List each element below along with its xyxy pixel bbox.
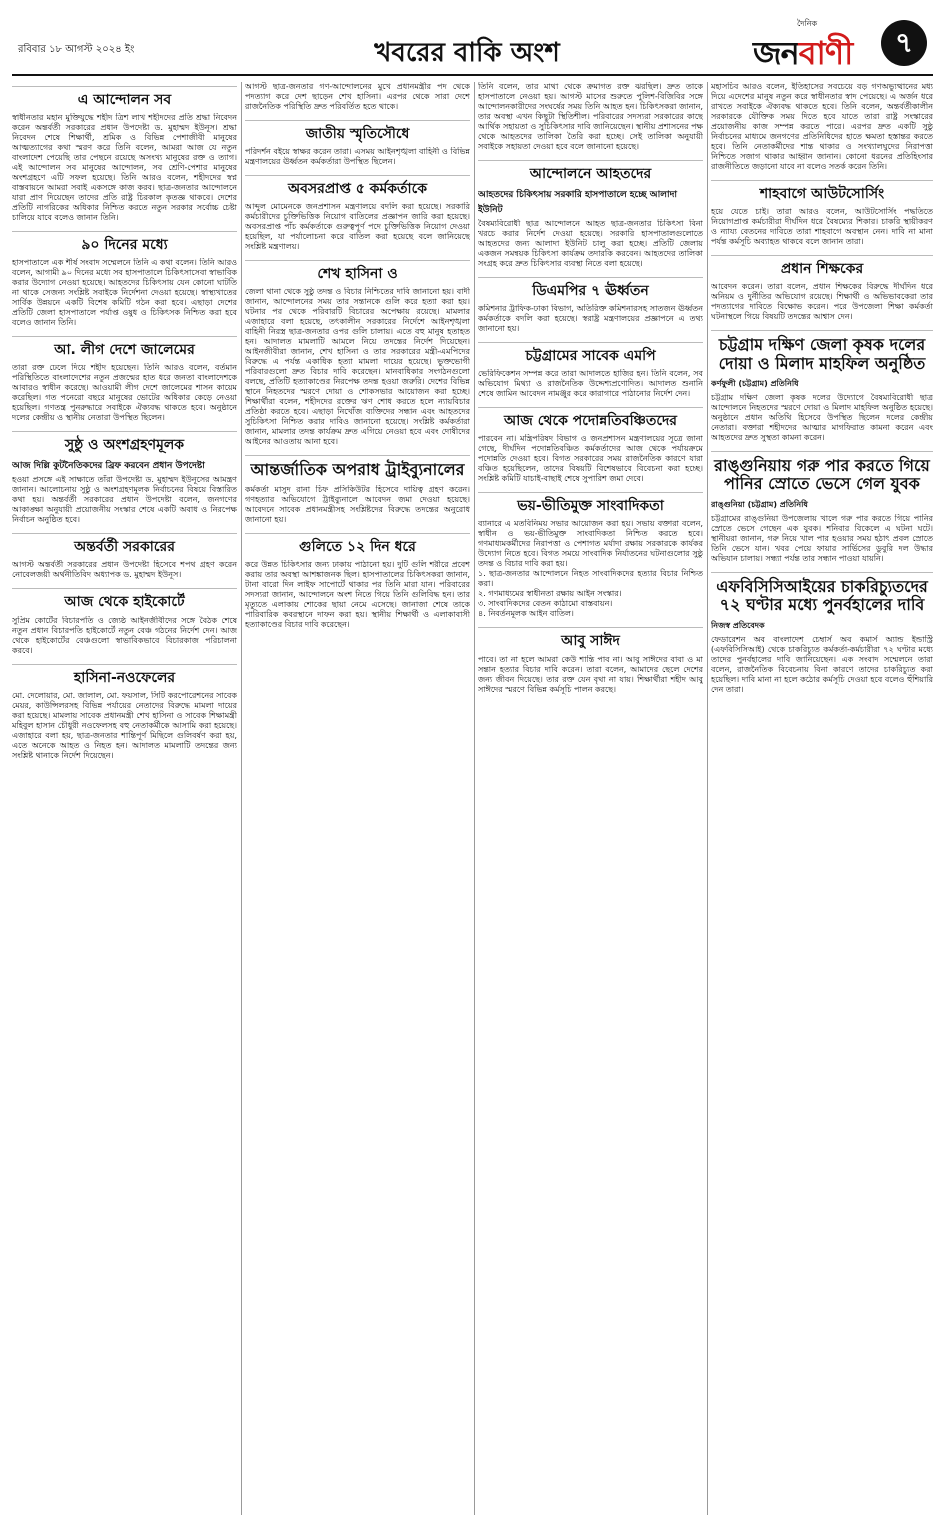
- news-story: [12, 86, 237, 223]
- story-body: হওয়া প্রসঙ্গে এই সাক্ষাতে তাঁরা উপদেষ্টা ড. মুহাম্মদ ইউনূসের আমন্ত্রণ জানান। আলোচনায় সুষ্ঠু ও অংশগ্রহণমূলক নির্বাচনের বিষয়ে বিস্তারিত কথা হয়। অন্তর্বর্তী সরকারের প্রধান উপদেষ্টা বলেন, জনগণের আকাঙ্ক্ষা অনুযায়ী প্রয়োজনীয় সংস্কার শেষে একটি অবাধ ও নিরপেক্ষ নির্বাচন অনুষ্ঠিত হবে।: [12, 475, 237, 525]
- story-body: চট্টগ্রামের রাঙ্গুনিয়া উপজেলায় খালে গরু পার করতে গিয়ে পানির স্রোতে ভেসে গেছেন এক যুবক। শনিবার বিকেলে এ ঘটনা ঘটে। স্থানীয়রা জানান, গরু নিয়ে খাল পার হওয়ার সময় হঠাৎ প্রবল স্রোতে তিনি ভেসে যান। খবর পেয়ে ফায়ার সার্ভিসের ডুবুরি দল উদ্ধার অভিযান চালায়। সন্ধ্যা পর্যন্ত তার সন্ধান পাওয়া যায়নি।: [711, 513, 933, 563]
- story-headline: আবু সাঈদ: [478, 627, 703, 649]
- story-headline: জাতীয় স্মৃতিসৌধে: [245, 120, 470, 142]
- story-body: হাসপাতালে এক শীর্ষ সংবাদ সম্মেলনে তিনি এ কথা বলেন। তিনি আরও বলেন, আগামী ৯০ দিনের মধ্যে সব হাসপাতালে চিকিৎসাসেবা স্বাভাবিক করার উদ্যোগ নেওয়া হয়েছে। আহতদের চিকিৎসায় যেন কোনো ঘাটতি না থাকে সেজন্য সংশ্লিষ্ট সবাইকে নির্দেশনা দেওয়া হয়েছে। স্বাস্থ্যখাতের সার্বিক উন্নয়নে একটি বিশেষ কমিটি গঠন করা হবে। এছাড়া দেশের প্রতিটি জেলা হাসপাতালে পর্যাপ্ত ওষুধ ও চিকিৎসক নিশ্চিত করা হবে বলেও জানান তিনি।: [12, 258, 237, 328]
- news-story: [245, 260, 470, 447]
- news-story: [12, 231, 237, 328]
- news-story: [478, 160, 703, 269]
- news-story: [12, 431, 237, 525]
- story-headline: এ আন্দোলন সব: [12, 86, 237, 108]
- story-body: সুপ্রিম কোর্টের বিচারপতি ও জ্যেষ্ঠ আইনজীবীদের সঙ্গে বৈঠক শেষে নতুন প্রধান বিচারপতি হাইকোর্টে নতুন বেঞ্চ গঠনের নির্দেশ দেন। আজ থেকে হাইকোর্টের বেঞ্চগুলো স্বাভাবিকভাবে বিচারকাজ পরিচালনা করবে।: [12, 615, 237, 655]
- story-body: ভেরিফিকেশন সম্পন্ন করে তারা আদালতে হাজির হন। তিনি বলেন, সব অভিযোগ মিথ্যা ও রাজনৈতিক উদ্দেশ্যপ্রণোদিত। আদালত শুনানি শেষে জামিন আবেদন নামঞ্জুর করে কারাগারে পাঠানোর নির্দেশ দেন।: [478, 369, 703, 399]
- logo-wordmark: [753, 28, 852, 82]
- story-body: ব্যানারে এ মতবিনিময় সভার আয়োজন করা হয়। সভায় বক্তারা বলেন, স্বাধীন ও ভয়-ভীতিমুক্ত সাংবাদিকতা নিশ্চিত করতে হবে। গণমাধ্যমকর্মীদের নিরাপত্তা ও পেশাগত মর্যাদা রক্ষায় সরকারকে কার্যকর উদ্যোগ নিতে হবে। বিগত সময়ে সাংবাদিক নির্যাতনের ঘটনাগুলোর সুষ্ঠু তদন্ত ও বিচার দাবি করা হয়। ১. ছাত্র-জনতার আন্দোলনে নিহত সাংবাদিকদের হত্যার বিচার নিশ্চিত করা। ২. গণমাধ্যমের স্বাধীনতা রক্ষায় আইন সংস্কার। ৩. সাংবাদিকদের বেতন কাঠামো বাস্তবায়ন। ৪. নিবর্তনমূলক আইন বাতিল।: [478, 519, 703, 619]
- story-headline: এফবিসিসিআইয়ের চাকরিচ্যুতদের ৭২ ঘণ্টার মধ্যে পুনর্বহালের দাবি: [711, 572, 933, 615]
- logo-small-text: দৈনিক: [797, 19, 818, 28]
- story-body: ফেডারেশন অব বাংলাদেশ চেম্বার্স অব কমার্স অ্যান্ড ইন্ডাস্ট্রি (এফবিসিসিআই) থেকে চাকরিচ্যুত কর্মকর্তা-কর্মচারীরা ৭২ ঘণ্টার মধ্যে তাদের পুনর্বহালের দাবি জানিয়েছেন। এক সংবাদ সম্মেলনে তারা বলেন, রাজনৈতিক বিবেচনায় বিনা কারণে তাদের চাকরিচ্যুত করা হয়েছিল। দাবি মানা না হলে কঠোর কর্মসূচি দেওয়া হবে বলেও হুঁশিয়ারি দেন তারা।: [711, 634, 933, 694]
- story-headline: শেখ হাসিনা ও: [245, 260, 470, 282]
- story-body: আগস্ট অন্তর্বর্তী সরকারের প্রধান উপদেষ্টা হিসেবে শপথ গ্রহণ করেন নোবেলজয়ী অর্থনীতিবিদ অধ্যাপক ড. মুহাম্মদ ইউনূস।: [12, 560, 237, 580]
- story-body: বৈষম্যবিরোধী ছাত্র আন্দোলনে আহত ছাত্র-জনতার চিকিৎসা বিনা খরচে করার নির্দেশ দেওয়া হয়েছে। সরকারি হাসপাতালগুলোতে আহতদের জন্য আলাদা ইউনিট চালু করা হচ্ছে। প্রতিটি জেলায় একজন সমন্বয়ক চিকিৎসা কার্যক্রম তদারকি করবেন। আহতদের তালিকা সংগ্রহ করে দ্রুত চিকিৎসার ব্যবস্থা নিতে বলা হয়েছে।: [478, 219, 703, 269]
- story-headline: আ. লীগ দেশে জালেমের: [12, 336, 237, 358]
- story-body: পাবে। তা না হলে আমরা কেউ শান্তি পাব না। আবু সাঈদের বাবা ও মা সন্তান হত্যার বিচার দাবি করেন। তারা বলেন, আমাদের ছেলে দেশের জন্য জীবন দিয়েছে। তার রক্ত যেন বৃথা না যায়। শিক্ষার্থীরা শহীদ আবু সাঈদের স্মরণে বিভিন্ন কর্মসূচি পালন করছে।: [478, 654, 703, 694]
- news-story: [711, 255, 933, 322]
- story-headline: রাঙ্গুনিয়ায় গরু পার করতে গিয়ে পানির স্রোতে ভেসে গেল যুবক: [711, 451, 933, 494]
- newspaper-logo: [753, 18, 871, 72]
- news-story: [711, 451, 933, 564]
- logo-part-2: বাণী: [798, 34, 853, 72]
- story-headline: চট্টগ্রাম দক্ষিণ জেলা কৃষক দলের দোয়া ও মিলাদ মাহফিল অনুষ্ঠিত: [711, 330, 933, 373]
- news-story: [478, 82, 703, 152]
- story-subheadline: আহতদের চিকিৎসায় সরকারি হাসপাতালে হচ্ছে আলাদা ইউনিট: [478, 190, 677, 216]
- story-headline: সুষ্ঠু ও অংশগ্রহণমূলক: [12, 431, 237, 453]
- news-story: [12, 664, 237, 761]
- story-headline: অন্তর্বর্তী সরকারের: [12, 533, 237, 555]
- section-title: খবরের বাকি অংশ: [374, 38, 560, 68]
- story-body: আগস্ট ছাত্র-জনতার গণ-আন্দোলনের মুখে প্রধানমন্ত্রীর পদ থেকে পদত্যাগ করে দেশ ছাড়েন শেখ হাসিনা। এরপর থেকে সারা দেশে রাজনৈতিক পরিস্থিতি দ্রুত পরিবর্তিত হতে থাকে।: [245, 82, 470, 111]
- news-story: [12, 533, 237, 580]
- story-headline: আজ থেকে হাইকোর্টে: [12, 588, 237, 610]
- story-headline: চট্টগ্রামের সাবেক এমপি: [478, 342, 703, 364]
- story-body: স্বাধীনতার মহান মুক্তিযুদ্ধে শহীদ ত্রিশ লাখ শহীদদের প্রতি শ্রদ্ধা নিবেদন করেন অন্তর্বর্তী সরকারের প্রধান উপদেষ্টা ড. মুহাম্মদ ইউনূস। শ্রদ্ধা নিবেদন শেষে শিক্ষার্থী, শ্রমিক ও বিভিন্ন পেশাজীবী মানুষের আত্মত্যাগের কথা স্মরণ করে তিনি বলেন, আমরা আজ যে নতুন বাংলাদেশ পেয়েছি তার পেছনে রয়েছে অসংখ্য মানুষের রক্ত ও ত্যাগ। এই আন্দোলন সব মানুষের আন্দোলন, সব শ্রেণি-পেশার মানুষের অংশগ্রহণে এটি সফল হয়েছে। তিনি আরও বলেন, শহীদদের স্বপ্ন বাস্তবায়নে আমরা সবাই একসঙ্গে কাজ করব। ছাত্র-জনতার আন্দোলনে যারা প্রাণ দিয়েছেন তাদের প্রতি রাষ্ট্র চিরকাল কৃতজ্ঞ থাকবে। দেশের প্রতিটি নাগরিকের অধিকার নিশ্চিত করতে নতুন সরকার সর্বোচ্চ চেষ্টা চালিয়ে যাবে বলেও জানান তিনি।: [12, 113, 237, 223]
- story-body: মো. দেলোয়ার, মো. জালাল, মো. ফয়সাল, সিটি করপোরেশনের সাবেক মেয়র, কাউন্সিলরসহ বিভিন্ন পর্যায়ের নেতাদের বিরুদ্ধে মামলা দায়ের করা হয়েছে। মামলায় সাবেক প্রধানমন্ত্রী শেখ হাসিনা ও সাবেক শিক্ষামন্ত্রী মহিবুল হাসান চৌধুরী নওফেলসহ বহু নেতাকর্মীকে আসামি করা হয়েছে। এজাহারে বলা হয়, ছাত্র-জনতার শান্তিপূর্ণ মিছিলে গুলিবর্ষণ করা হয়, এতে অনেকে আহত ও নিহত হন। আদালত মামলাটি তদন্তের জন্য সংশ্লিষ্ট থানাকে নির্দেশ দিয়েছেন।: [12, 690, 237, 760]
- story-headline: শাহবাগে আউটসোর্সিং: [711, 180, 933, 202]
- story-byline: রাঙ্গুনিয়া (চট্টগ্রাম) প্রতিনিধি: [711, 499, 808, 509]
- issue-date: রবিবার ১৮ আগস্ট ২০২৪ ইং: [18, 44, 135, 55]
- news-story: [12, 588, 237, 655]
- column-2: [245, 82, 470, 1515]
- story-body: চট্টগ্রাম দক্ষিণ জেলা কৃষক দলের উদ্যোগে বৈষম্যবিরোধী ছাত্র আন্দোলনে নিহতদের স্মরণে দোয়া ও মিলাদ মাহফিল অনুষ্ঠিত হয়েছে। অনুষ্ঠানে প্রধান অতিথি হিসেবে উপস্থিত ছিলেন দলের কেন্দ্রীয় নেতারা। বক্তারা শহীদদের আত্মার মাগফিরাত কামনা করেন এবং আহতদের দ্রুত সুস্থতা কামনা করেন।: [711, 392, 933, 442]
- column-4: [711, 82, 933, 1515]
- masthead: [12, 12, 933, 76]
- page-number: ৭: [881, 20, 927, 66]
- story-byline: নিজস্ব প্রতিবেদক: [711, 620, 765, 630]
- news-story: [711, 572, 933, 695]
- story-headline: ডিএমপির ৭ ঊর্ধ্বতন: [478, 277, 703, 299]
- news-story: [245, 120, 470, 167]
- story-headline: আন্দোলনে আহতদের: [478, 160, 703, 182]
- story-headline: আজ থেকে পদোন্নতিবঞ্চিতদের: [478, 407, 703, 429]
- story-body: পরিদর্শন বইয়ে স্বাক্ষর করেন তারা। এসময় আইনশৃঙ্খলা বাহিনী ও বিভিন্ন মন্ত্রণালয়ের ঊর্ধ্বতন কর্মকর্তারা উপস্থিত ছিলেন।: [245, 147, 470, 167]
- news-story: [245, 533, 470, 630]
- news-story: [478, 407, 703, 484]
- news-story: [478, 277, 703, 334]
- news-story: [711, 82, 933, 172]
- news-story: [478, 492, 703, 619]
- story-headline: প্রধান শিক্ষকের: [711, 255, 933, 277]
- story-body: হয়ে যেতে চাই। তারা আরও বলেন, আউটসোর্সিং পদ্ধতিতে নিয়োগপ্রাপ্ত কর্মচারীরা দীর্ঘদিন ধরে বৈষম্যের শিকার। চাকরি স্থায়ীকরণ ও ন্যায্য বেতনের দাবিতে তারা শাহবাগে অবস্থান নেন। দাবি না মানা পর্যন্ত কর্মসূচি অব্যাহত থাকবে বলে জানান তারা।: [711, 207, 933, 247]
- story-body: আব্দুল মোমেনকে জনপ্রশাসন মন্ত্রণালয়ে বদলি করা হয়েছে। সরকারি কর্মচারীদের চুক্তিভিত্তিক নিয়োগ বাতিলের প্রজ্ঞাপন জারি করা হয়েছে। অবসরপ্রাপ্ত পাঁচ কর্মকর্তাকে গুরুত্বপূর্ণ পদে চুক্তিভিত্তিক নিয়োগ দেওয়া হয়েছিল, যা পর্যালোচনা করে বাতিল করা হয়েছে বলে জানিয়েছে সংশ্লিষ্ট মন্ত্রণালয়।: [245, 202, 470, 252]
- news-story: [245, 175, 470, 252]
- column-3: [478, 82, 703, 1515]
- news-story: [711, 330, 933, 443]
- story-body: করে উন্নত চিকিৎসার জন্য ঢাকায় পাঠানো হয়। দুটি গুলি শরীরে প্রবেশ করায় তার অবস্থা আশঙ্কাজনক ছিল। হাসপাতালের চিকিৎসকরা জানান, টানা বারো দিন লাইফ সাপোর্টে থাকার পর তিনি মারা যান। পরিবারের সদস্যরা জানান, আন্দোলনে অংশ নিতে গিয়ে তিনি গুলিবিদ্ধ হন। তার মৃত্যুতে এলাকায় শোকের ছায়া নেমে এসেছে। জানাজা শেষে তাকে পারিবারিক কবরস্থানে দাফন করা হয়। স্থানীয় শিক্ষার্থী ও এলাকাবাসী হত্যাকাণ্ডের বিচার দাবি করেছেন।: [245, 559, 470, 629]
- news-story: [711, 180, 933, 247]
- story-body: তিনি বলেন, তার মাথা থেকে ক্রমাগত রক্ত ঝরছিল। দ্রুত তাকে হাসপাতালে নেওয়া হয়। আগস্ট মাসের শুরুতে পুলিশ-বিজিবির সঙ্গে আন্দোলনকারীদের সংঘর্ষের সময় তিনি আহত হন। চিকিৎসকরা জানান, তার অবস্থা এখন কিছুটা স্থিতিশীল। পরিবারের সদস্যরা সরকারের কাছে আর্থিক সহায়তা ও সুচিকিৎসার দাবি জানিয়েছেন। স্থানীয় প্রশাসনের পক্ষ থেকে আহতদের তালিকা তৈরি করা হচ্ছে। সেই তালিকা অনুযায়ী সবাইকে সহায়তা দেওয়া হবে বলে জানানো হয়েছে।: [478, 82, 703, 151]
- news-story: [245, 82, 470, 112]
- news-story: [245, 455, 470, 524]
- story-headline: গুলিতে ১২ দিন ধরে: [245, 533, 470, 555]
- story-body: মহাসচিব আরও বলেন, ইতিহাসের সবচেয়ে বড় গণঅভ্যুত্থানের মধ্য দিয়ে এদেশের মানুষ নতুন করে স্বাধীনতার স্বাদ পেয়েছে। এ অর্জন ধরে রাখতে সবাইকে ঐক্যবদ্ধ থাকতে হবে। তিনি বলেন, অন্তর্বর্তীকালীন সরকারকে যৌক্তিক সময় দিতে হবে যাতে তারা রাষ্ট্র সংস্কারের প্রয়োজনীয় কাজ সম্পন্ন করতে পারে। এরপর দ্রুত একটি সুষ্ঠু নির্বাচনের মাধ্যমে জনগণের প্রতিনিধিদের হাতে ক্ষমতা হস্তান্তর করতে হবে। তিনি নেতাকর্মীদের শান্ত থাকার ও সংখ্যালঘুদের নিরাপত্তা নিশ্চিতে সজাগ থাকার আহ্বান জানান। কোনো ধরনের প্রতিহিংসার রাজনীতিতে জড়ানো যাবে না বলেও সতর্ক করেন তিনি।: [711, 82, 933, 171]
- column-1: [12, 82, 237, 1515]
- story-headline: ভয়-ভীতিমুক্ত সাংবাদিকতা: [478, 492, 703, 514]
- story-headline: ৯০ দিনের মধ্যে: [12, 231, 237, 253]
- story-body: তারা রক্ত ঢেলে দিয়ে শহীদ হয়েছেন। তিনি আরও বলেন, বর্তমান পরিস্থিতিতে বাংলাদেশের নতুন প্রজন্মের হাত ধরে জনতা বাংলাদেশকে আবারও স্বাধীন করেছে। আওয়ামী লীগ দেশে জালেমের শাসন কায়েম করেছিল। গত পনেরো বছরে মানুষের ভোটের অধিকার কেড়ে নেওয়া হয়েছিল। গণতন্ত্র পুনরুদ্ধারে সবাইকে ঐক্যবদ্ধ থাকতে হবে। অনুষ্ঠানে দলের কেন্দ্রীয় ও স্থানীয় নেতারা উপস্থিত ছিলেন।: [12, 363, 237, 423]
- news-story: [12, 336, 237, 423]
- story-body: পারবেন না। মন্ত্রিপরিষদ বিভাগ ও জনপ্রশাসন মন্ত্রণালয়ের সূত্রে জানা গেছে, দীর্ঘদিন পদোন্নতিবঞ্চিত কর্মকর্তাদের আজ থেকে পর্যায়ক্রমে পদোন্নতি দেওয়া হবে। বিগত সরকারের সময় রাজনৈতিক কারণে যারা বঞ্চিত হয়েছিলেন, তাদের বিষয়টি বিশেষভাবে বিবেচনা করা হচ্ছে। সংশ্লিষ্ট কমিটি যাচাই-বাছাই শেষে সুপারিশ জমা দেবে।: [478, 434, 703, 484]
- story-headline: হাসিনা-নওফেলের: [12, 664, 237, 686]
- story-body: কমিশনার ট্রাফিক-ঢাকা বিভাগ, অতিরিক্ত কমিশনারসহ সাতজন ঊর্ধ্বতন কর্মকর্তাকে বদলি করা হয়েছে। স্বরাষ্ট্র মন্ত্রণালয়ের প্রজ্ঞাপনে এ তথ্য জানানো হয়।: [478, 304, 703, 334]
- story-body: কর্মকর্তা মাসুদ রানা চিফ প্রসিকিউটর হিসেবে দায়িত্ব গ্রহণ করেন। গণহত্যার অভিযোগে ট্রাইব্যুনালে আবেদন জমা দেওয়া হয়েছে। আবেদনে সাবেক প্রধানমন্ত্রীসহ সংশ্লিষ্টদের বিরুদ্ধে তদন্তের অনুরোধ জানানো হয়।: [245, 484, 470, 524]
- story-byline: কর্ণফুলী (চট্টগ্রাম) প্রতিনিধি: [711, 378, 799, 388]
- news-story: [478, 627, 703, 694]
- logo-part-1: জন: [753, 34, 799, 72]
- news-story: [478, 342, 703, 399]
- story-headline: আন্তর্জাতিক অপরাধ ট্রাইব্যুনালের: [245, 455, 470, 479]
- story-subheadline: আজ দিল্লি কুটনৈতিকদের ব্রিফ করবেন প্রধান উপদেষ্টা: [12, 461, 205, 472]
- story-headline: অবসরপ্রাপ্ত ৫ কর্মকর্তাকে: [245, 175, 470, 197]
- newspaper-page: [12, 12, 933, 1515]
- columns: [12, 82, 933, 1515]
- story-body: জেলা থানা থেকে সুষ্ঠু তদন্ত ও বিচার নিশ্চিতের দাবি জানানো হয়। বাদী জানান, আন্দোলনের সময় তার সন্তানকে গুলি করে হত্যা করা হয়। ঘটনার পর থেকে পরিবারটি বিচারের অপেক্ষায় রয়েছে। মামলার এজাহারে বলা হয়েছে, তৎকালীন সরকারের নির্দেশে আইনশৃঙ্খলা বাহিনী নিরস্ত্র ছাত্র-জনতার ওপর গুলি চালায়। এতে বহু মানুষ হতাহত হন। আদালত মামলাটি আমলে নিয়ে তদন্তের নির্দেশ দিয়েছেন। আইনজীবীরা জানান, শেখ হাসিনা ও তার সরকারের মন্ত্রী-এমপিদের বিরুদ্ধে এ পর্যন্ত একাধিক হত্যা মামলা দায়ের হয়েছে। ভুক্তভোগী পরিবারগুলো দ্রুত বিচার দাবি করেছেন। মানবাধিকার সংগঠনগুলো বলছে, প্রতিটি হত্যাকাণ্ডের নিরপেক্ষ তদন্ত হওয়া জরুরি। দেশের বিভিন্ন স্থানে নিহতদের স্মরণে দোয়া ও শোকসভার আয়োজন করা হচ্ছে। শিক্ষার্থীরা বলেন, শহীদদের রক্তের ঋণ শোধ করতে হলে ন্যায়বিচার প্রতিষ্ঠা করতে হবে। এছাড়া নিখোঁজ ব্যক্তিদের সন্ধান এবং আহতদের সুচিকিৎসা নিশ্চিত করার দাবিও জানানো হয়েছে। সংশ্লিষ্ট কর্মকর্তারা জানান, মামলার তদন্ত কার্যক্রম দ্রুত এগিয়ে নেওয়া হবে এবং দোষীদের আইনের আওতায় আনা হবে।: [245, 287, 470, 447]
- story-body: আবেদন করেন। তারা বলেন, প্রধান শিক্ষকের বিরুদ্ধে দীর্ঘদিন ধরে অনিয়ম ও দুর্নীতির অভিযোগ রয়েছে। শিক্ষার্থী ও অভিভাবকেরা তার পদত্যাগের দাবিতে বিক্ষোভ করেন। পরে উপজেলা শিক্ষা কর্মকর্তা ঘটনাস্থলে গিয়ে বিষয়টি তদন্তের আশ্বাস দেন।: [711, 282, 933, 322]
